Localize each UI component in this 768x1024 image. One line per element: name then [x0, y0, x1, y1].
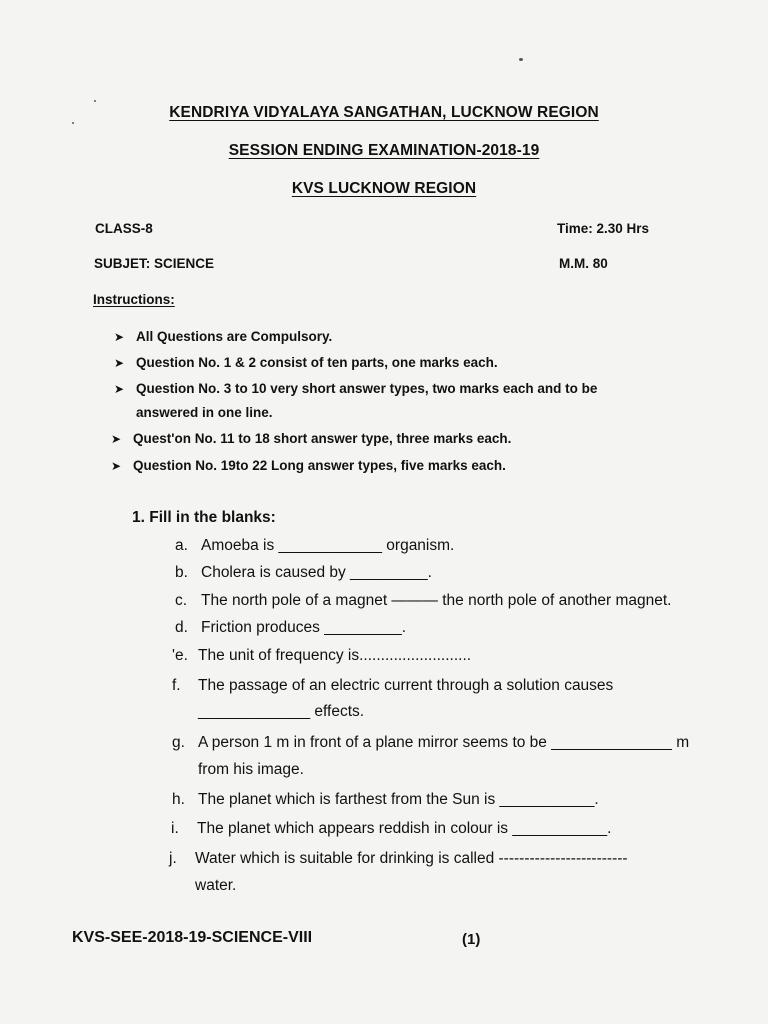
footer-paper-code: KVS-SEE-2018-19-SCIENCE-VIII — [72, 929, 313, 946]
arrow-bullet-icon: ➤ — [111, 459, 122, 473]
question-part-continued: water. — [195, 877, 237, 894]
time-label: Time: 2.30 Hrs — [557, 221, 650, 236]
arrow-bullet-icon: ➤ — [114, 382, 125, 396]
question-part: a. Amoeba is ____________ organism. — [175, 537, 455, 554]
scan-speck — [519, 58, 523, 61]
question-part: i. The planet which appears reddish in colour is ___________. — [171, 820, 612, 837]
scan-speck — [72, 122, 74, 124]
question-part: j. Water which is suitable for drinking is called ------------------------- — [169, 850, 628, 867]
question-part-continued: from his image. — [198, 761, 304, 778]
instruction-item: ➤ All Questions are Compulsory. — [114, 329, 333, 344]
exam-title: SESSION ENDING EXAMINATION-2018-19 — [228, 142, 540, 159]
scan-speck — [94, 100, 96, 102]
question-part: d. Friction produces _________. — [175, 619, 407, 636]
instruction-item: ➤ Question No. 19to 22 Long answer types, five marks each. — [111, 458, 506, 473]
max-marks-label: M.M. 80 — [559, 256, 608, 271]
arrow-bullet-icon: ➤ — [114, 330, 125, 344]
question-part: g. A person 1 m in front of a plane mirror seems to be ______________ m — [172, 734, 690, 751]
question-part: 'e. The unit of frequency is.......................... — [172, 647, 472, 664]
school-title: KENDRIYA VIDYALAYA SANGATHAN, LUCKNOW REGION — [169, 104, 599, 121]
question-part-continued: _____________ effects. — [198, 703, 365, 720]
arrow-bullet-icon: ➤ — [111, 432, 122, 446]
class-label: CLASS-8 — [95, 221, 153, 236]
instruction-item: ➤ Question No. 3 to 10 very short answer types, two marks each and to be — [114, 381, 598, 396]
instructions-title: Instructions: — [93, 292, 175, 307]
region-title: KVS LUCKNOW REGION — [291, 180, 477, 197]
question-part: f. The passage of an electric current through a solution causes — [172, 677, 614, 694]
question-part: c. The north pole of a magnet ——— the north pole of another magnet. — [175, 592, 672, 609]
subject-label: SUBJET: SCIENCE — [94, 256, 215, 271]
instruction-item: ➤ Quest'on No. 11 to 18 short answer type, three marks each. — [111, 431, 512, 446]
arrow-bullet-icon: ➤ — [114, 356, 125, 370]
question-1-title: 1. Fill in the blanks: — [132, 509, 276, 526]
instruction-item: ➤ Question No. 1 & 2 consist of ten parts, one marks each. — [114, 355, 498, 370]
question-part: b. Cholera is caused by _________. — [175, 564, 432, 581]
question-part: h. The planet which is farthest from the Sun is ___________. — [172, 791, 599, 808]
footer-page-number: (1) — [462, 931, 481, 948]
instruction-item-continued: answered in one line. — [136, 405, 273, 420]
